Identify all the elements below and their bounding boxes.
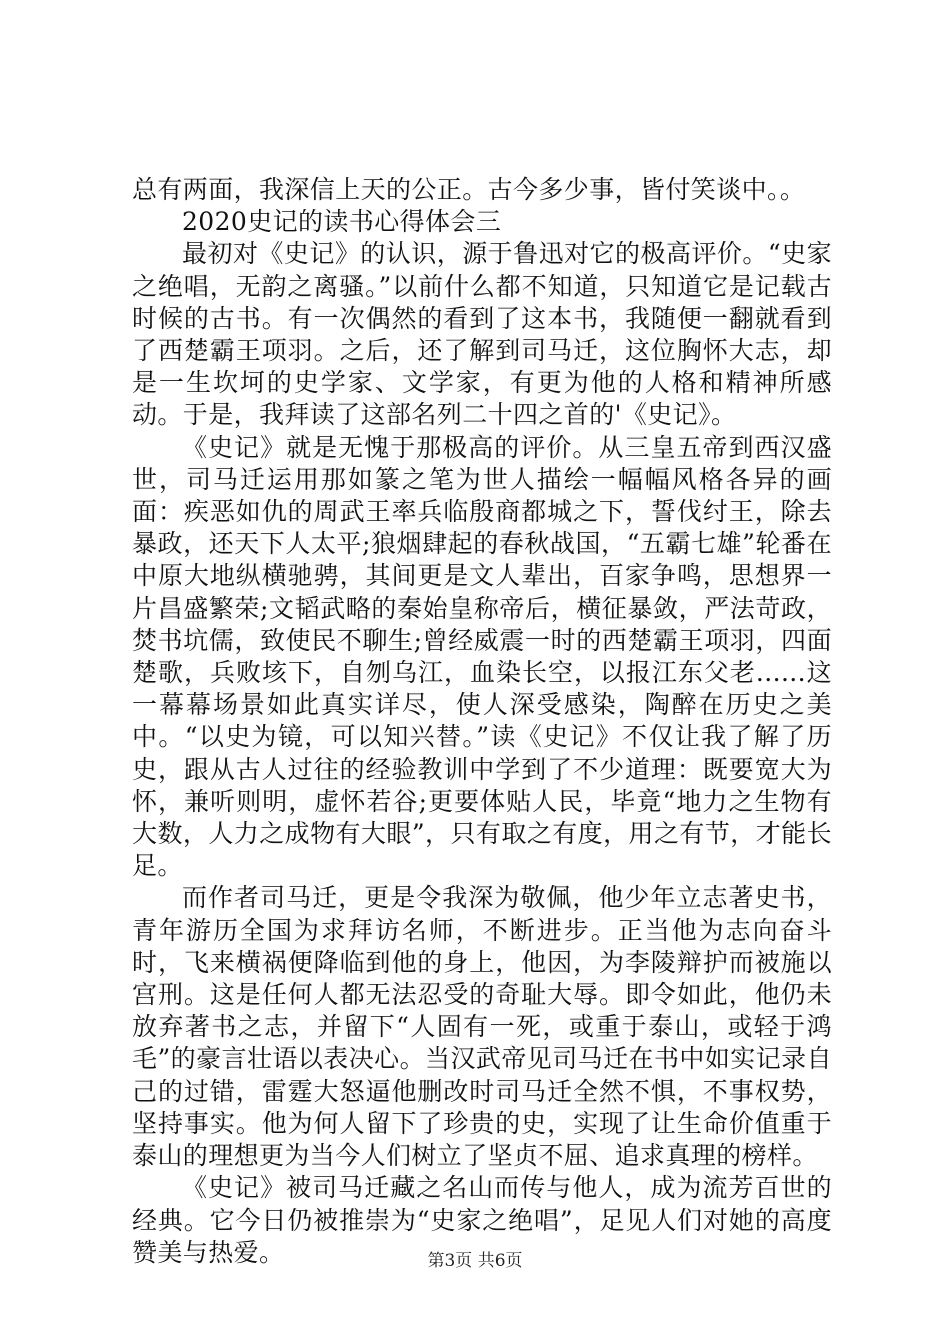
paragraph-4: 《史记》被司马迁藏之名山而传与他人，成为流芳百世的经典。它今日仍被推崇为“史家之绝唱”，足见人们对她的高度赞美与热爱。 — [132, 1173, 832, 1267]
continuation-paragraph: 总有两面，我深信上天的公正。古今多少事，皆付笑谈中。。 — [132, 175, 806, 204]
section-heading: 2020史记的读书心得体会三 — [182, 207, 502, 237]
paragraph-1: 最初对《史记》的认识，源于鲁迅对它的极高评价。“史家之绝唱，无韵之离骚。”以前什么都不知道，只知道它是记载古时候的古书。有一次偶然的看到了这本书，我随便一翻就看到了西楚霸王项羽。之后，还了解到司马迁，这位胸怀大志，却是一生坎坷的史学家、文学家，有更为他的人格和精神所感动。于是，我拜读了这部名列二十四之首的'《史记》。 — [132, 239, 832, 430]
paragraph-3: 而作者司马迁，更是令我深为敬佩，他少年立志著史书，青年游历全国为求拜访名师，不断进步。正当他为志向奋斗时，飞来横祸便降临到他的身上，他因，为李陵辩护而被施以宫刑。这是任何人都无法忍受的奇耻大辱。即令如此，他仍未放弃著书之志，并留下“人固有一死，或重于泰山，或轻于鸿毛”的豪言壮语以表决心。当汉武帝见司马迁在书中如实记录自己的过错，雷霆大怒逼他删改时司马迁全然不惧，不事权势，坚持事实。他为何人留下了珍贵的史，实现了让生命价值重于泰山的理想更为当今人们树立了坚贞不屈、追求真理的榜样。 — [132, 883, 832, 1171]
body-text — [132, 174, 832, 1269]
page-number: 第3页 共6页 — [427, 1251, 523, 1271]
paragraph-2: 《史记》就是无愧于那极高的评价。从三皇五帝到西汉盛世，司马迁运用那如篆之笔为世人描绘一幅幅风格各异的画面：疾恶如仇的周武王率兵临殷商都城之下，誓伐纣王，除去暴政，还天下人太平;狼烟肆起的春秋战国，“五霸七雄”轮番在中原大地纵横驰骋，其间更是文人辈出，百家争鸣，思想界一片昌盛繁荣;文韬武略的秦始皇称帝后，横征暴敛，严法苛政，焚书坑儒，致使民不聊生;曾经威震一时的西楚霸王项羽，四面楚歌，兵败垓下，自刎乌江，血染长空，以报江东父老......这一幕幕场景如此真实详尽，使人深受感染，陶醉在历史之美中。“以史为镜，可以知兴替。”读《史记》不仅让我了解了历史，跟从古人过往的经验教训中学到了不少道理：既要宽大为怀，兼听则明，虚怀若谷;更要体贴人民，毕竟“地力之生物有大数，人力之成物有大眼”，只有取之有度，用之有节，才能长足。 — [132, 432, 832, 881]
